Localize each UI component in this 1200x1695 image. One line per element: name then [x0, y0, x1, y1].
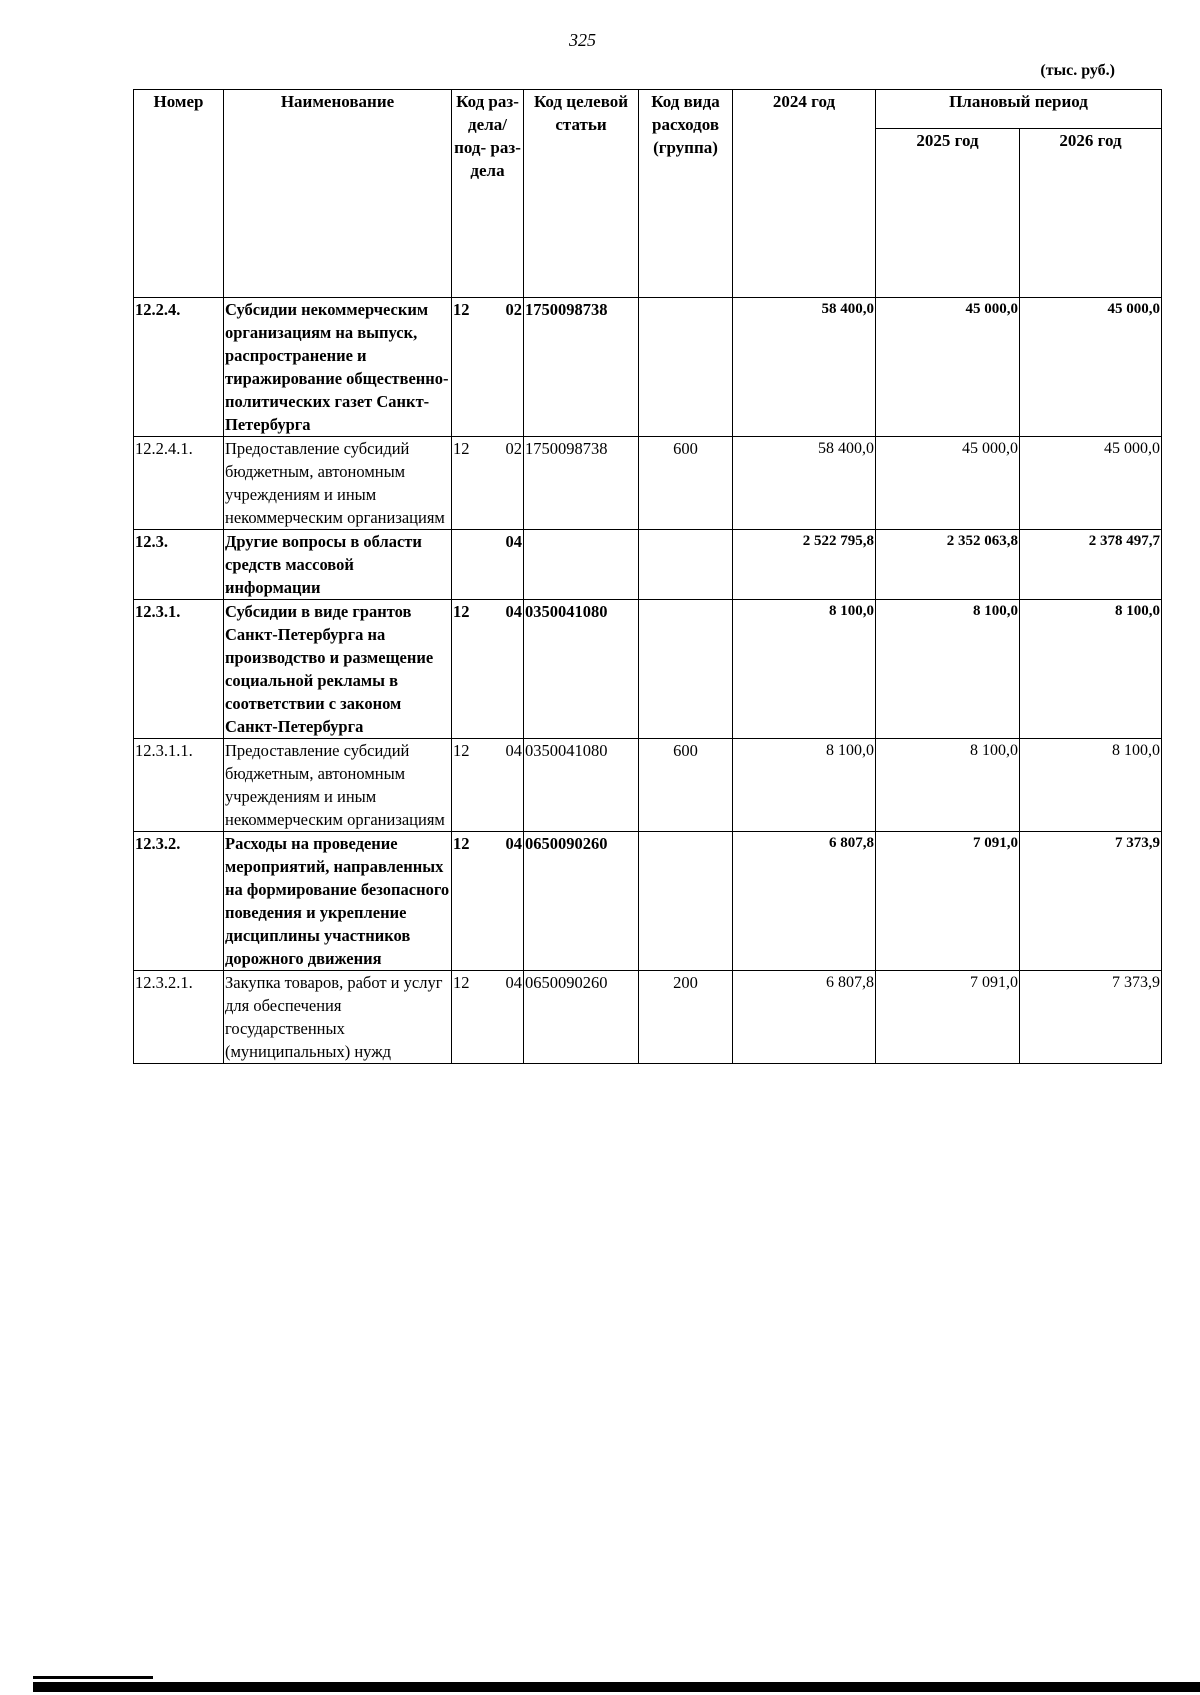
table-row — [134, 832, 1162, 971]
cell-2025: 2 352 063,8 — [876, 530, 1020, 600]
cell-vid: 200 — [639, 971, 733, 1064]
cell-name: Предоставление субсидий бюджетным, автономным учреждениям и иным некоммерческим организациям — [224, 437, 452, 530]
cell-2024: 2 522 795,8 — [733, 530, 876, 600]
table-row — [134, 600, 1162, 739]
cell-nomer: 12.3. — [134, 530, 224, 600]
cell-celevaya: 1750098738 — [524, 437, 639, 530]
cell-2024: 6 807,8 — [733, 832, 876, 971]
header-nomer: Номер — [134, 90, 224, 298]
header-kod-vida: Код вида расходов (группа) — [639, 90, 733, 298]
cell-vid — [639, 832, 733, 971]
cell-2026: 45 000,0 — [1020, 437, 1162, 530]
cell-celevaya: 0350041080 — [524, 739, 639, 832]
budget-table — [133, 89, 1162, 1064]
podrazdel-code: 04 — [505, 741, 522, 760]
cell-2025: 7 091,0 — [876, 971, 1020, 1064]
cell-2026: 7 373,9 — [1020, 971, 1162, 1064]
podrazdel-code: 04 — [505, 973, 522, 992]
cell-2026: 8 100,0 — [1020, 600, 1162, 739]
header-row — [134, 90, 1162, 129]
cell-nomer: 12.3.2.1. — [134, 971, 224, 1064]
cell-nomer: 12.3.1.1. — [134, 739, 224, 832]
razdel-code: 12 — [453, 300, 470, 319]
razdel-code: 12 — [453, 439, 470, 458]
podrazdel-code: 02 — [505, 300, 522, 319]
cell-2025: 7 091,0 — [876, 832, 1020, 971]
header-planoviy-period: Плановый период — [876, 90, 1162, 129]
cell-2024: 58 400,0 — [733, 298, 876, 437]
cell-2025: 8 100,0 — [876, 739, 1020, 832]
page-number: 325 — [569, 30, 596, 50]
table-row — [134, 739, 1162, 832]
cell-celevaya: 0650090260 — [524, 971, 639, 1064]
header-2025: 2025 год — [876, 129, 1020, 298]
cell-name: Субсидии некоммерческим организациям на выпуск, распространение и тиражирование общественно-политических газет Санкт-Петербурга — [224, 298, 452, 437]
cell-name: Расходы на проведение мероприятий, направленных на формирование безопасного поведения и укрепление дисциплины участников дорожного движения — [224, 832, 452, 971]
cell-celevaya — [524, 530, 639, 600]
cell-2024: 58 400,0 — [733, 437, 876, 530]
table-row — [134, 437, 1162, 530]
podrazdel-code: 04 — [505, 834, 522, 853]
header-2026: 2026 год — [1020, 129, 1162, 298]
cell-nomer: 12.2.4. — [134, 298, 224, 437]
table-body — [134, 298, 1162, 1064]
units-label: (тыс. руб.) — [1040, 62, 1115, 79]
cell-vid — [639, 600, 733, 739]
cell-razdel — [452, 971, 524, 1064]
header-kod-celevoy: Код целевой статьи — [524, 90, 639, 298]
razdel-code: 12 — [453, 973, 470, 992]
header-naimenovanie: Наименование — [224, 90, 452, 298]
cell-razdel — [452, 832, 524, 971]
cell-2025: 45 000,0 — [876, 298, 1020, 437]
cell-nomer: 12.3.2. — [134, 832, 224, 971]
scan-edge-bar — [33, 1682, 1200, 1692]
podrazdel-code: 04 — [505, 532, 522, 551]
cell-2026: 2 378 497,7 — [1020, 530, 1162, 600]
razdel-code: 12 — [453, 602, 470, 621]
cell-name: Другие вопросы в области средств массовой информации — [224, 530, 452, 600]
table-row — [134, 298, 1162, 437]
cell-2026: 45 000,0 — [1020, 298, 1162, 437]
header-2024: 2024 год — [733, 90, 876, 298]
cell-vid: 600 — [639, 739, 733, 832]
cell-celevaya: 1750098738 — [524, 298, 639, 437]
cell-celevaya: 0350041080 — [524, 600, 639, 739]
cell-2024: 8 100,0 — [733, 739, 876, 832]
cell-razdel — [452, 739, 524, 832]
header-kod-razdela: Код раз- дела/ под- раз- дела — [452, 90, 524, 298]
podrazdel-code: 02 — [505, 439, 522, 458]
cell-name: Предоставление субсидий бюджетным, автономным учреждениям и иным некоммерческим организациям — [224, 739, 452, 832]
razdel-code: 12 — [453, 834, 470, 853]
cell-2026: 7 373,9 — [1020, 832, 1162, 971]
cell-2026: 8 100,0 — [1020, 739, 1162, 832]
cell-name: Субсидии в виде грантов Санкт-Петербурга на производство и размещение социальной рекламы в соответствии с законом Санкт-Петербурга — [224, 600, 452, 739]
cell-vid: 600 — [639, 437, 733, 530]
cell-celevaya: 0650090260 — [524, 832, 639, 971]
cell-2025: 45 000,0 — [876, 437, 1020, 530]
cell-razdel — [452, 437, 524, 530]
cell-vid — [639, 530, 733, 600]
cell-2024: 8 100,0 — [733, 600, 876, 739]
cell-vid — [639, 298, 733, 437]
cell-razdel — [452, 530, 524, 600]
table-row — [134, 530, 1162, 600]
cell-razdel — [452, 600, 524, 739]
cell-razdel — [452, 298, 524, 437]
cell-2024: 6 807,8 — [733, 971, 876, 1064]
table-row — [134, 971, 1162, 1064]
razdel-code: 12 — [453, 741, 470, 760]
cell-name: Закупка товаров, работ и услуг для обеспечения государственных (муниципальных) нужд — [224, 971, 452, 1064]
cell-nomer: 12.3.1. — [134, 600, 224, 739]
cell-nomer: 12.2.4.1. — [134, 437, 224, 530]
scan-edge-line — [33, 1676, 153, 1679]
cell-2025: 8 100,0 — [876, 600, 1020, 739]
podrazdel-code: 04 — [505, 602, 522, 621]
